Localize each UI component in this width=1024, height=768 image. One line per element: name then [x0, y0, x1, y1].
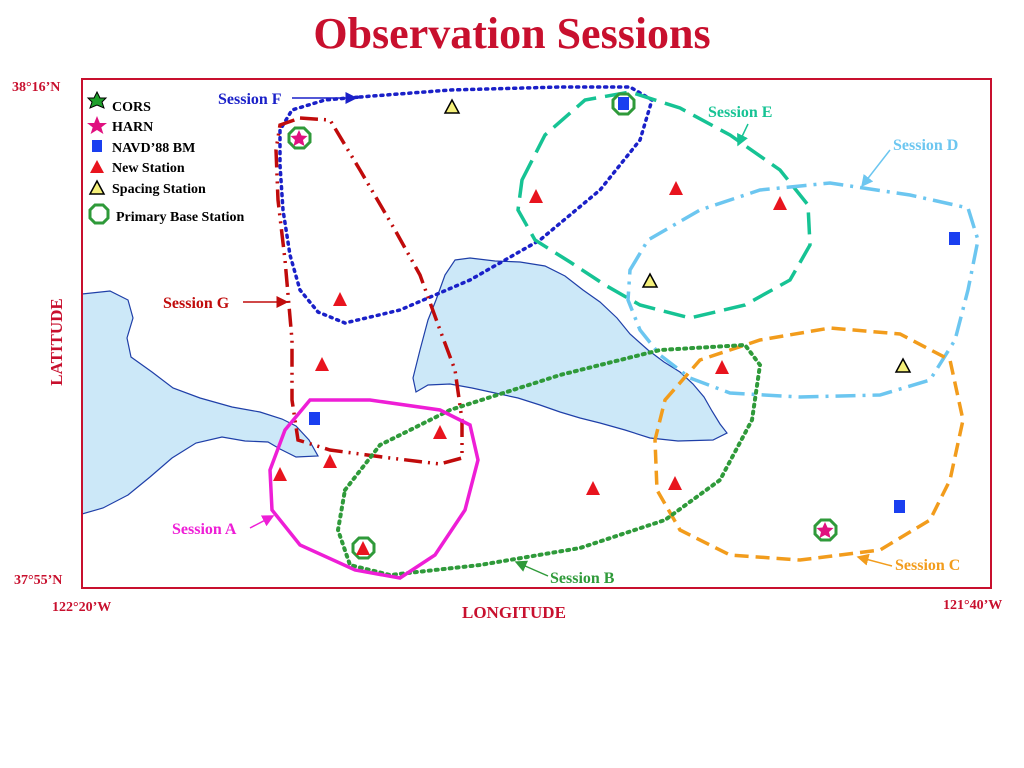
harn-star-marker: [291, 130, 308, 146]
x-axis-label: LONGITUDE: [462, 603, 566, 622]
cors-legend-icon: [88, 92, 106, 108]
new-station-legend-icon: [90, 160, 104, 173]
session-e-label: Session E: [708, 104, 773, 121]
session-a-arrow: [250, 516, 273, 528]
spacing-station-marker: [445, 100, 459, 113]
spacing-station-marker: [896, 359, 910, 372]
session-c-boundary: [655, 328, 963, 560]
new-station-marker: [433, 425, 447, 439]
longitude-right-label: 121°40’W: [943, 598, 1003, 613]
y-axis-label: LATITUDE: [47, 298, 66, 386]
legend: [87, 92, 245, 225]
navd-bm-marker: [618, 97, 629, 110]
new-station-marker: [315, 357, 329, 371]
new-station-marker: [669, 181, 683, 195]
legend-primary-base: Primary Base Station: [116, 210, 245, 225]
legend-harn: HARN: [112, 120, 154, 135]
spacing-station-legend-icon: [90, 181, 104, 194]
session-c-arrow: [858, 557, 892, 566]
legend-cors: CORS: [112, 100, 151, 115]
page-title: Observation Sessions: [313, 9, 711, 58]
session-d-label: Session D: [893, 137, 959, 154]
session-b-arrow: [516, 562, 548, 576]
session-b-label: Session B: [550, 570, 615, 587]
session-d-arrow: [862, 150, 890, 186]
primary-base-legend-icon: [90, 205, 108, 223]
session-g-boundary: [276, 118, 462, 464]
harn-star-marker: [817, 522, 834, 538]
new-station-marker: [715, 360, 729, 374]
new-station-marker: [323, 454, 337, 468]
legend-navd: NAVD’88 BM: [112, 141, 196, 156]
latitude-bottom-label: 37°55’N: [14, 573, 63, 588]
session-a-label: Session A: [172, 521, 237, 538]
new-station-marker: [529, 189, 543, 203]
new-station-marker: [273, 467, 287, 481]
latitude-top-label: 38°16’N: [12, 80, 61, 95]
session-g-label: Session G: [163, 295, 230, 312]
new-station-marker: [586, 481, 600, 495]
navd-legend-icon: [92, 140, 102, 152]
navd-bm-marker: [949, 232, 960, 245]
navd-benchmarks: [309, 97, 960, 513]
new-station-marker: [356, 541, 370, 555]
legend-new-station: New Station: [112, 161, 185, 176]
new-station-marker: [333, 292, 347, 306]
session-c-label: Session C: [895, 557, 961, 574]
spacing-station-marker: [643, 274, 657, 287]
session-e-arrow: [738, 124, 748, 145]
longitude-left-label: 122°20’W: [52, 600, 112, 615]
session-d-boundary: [628, 183, 978, 397]
legend-spacing-station: Spacing Station: [112, 182, 206, 197]
navd-bm-marker: [309, 412, 320, 425]
new-station-marker: [773, 196, 787, 210]
session-f-label: Session F: [218, 91, 282, 108]
new-station-marker: [668, 476, 682, 490]
harn-legend-icon: [87, 116, 107, 134]
navd-bm-marker: [894, 500, 905, 513]
